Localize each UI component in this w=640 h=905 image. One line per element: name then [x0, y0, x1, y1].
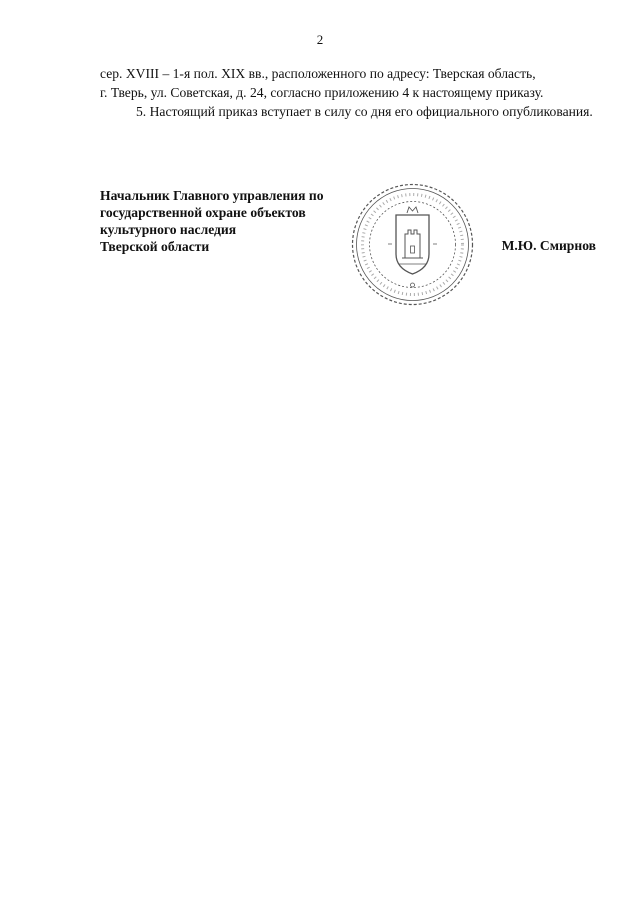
paragraph-1: [100, 64, 596, 102]
signer-name: М.Ю. Смирнов: [501, 238, 596, 253]
position-line-4: Тверской области: [100, 239, 210, 254]
official-seal-icon: [350, 182, 475, 307]
position-line-1: Начальник Главного управления по: [100, 188, 324, 203]
page-number: 2: [316, 32, 324, 47]
position-line-2: государственной охране объектов: [100, 205, 306, 220]
position-line-3: культурного наследия: [100, 222, 237, 237]
paragraph-5: 5. Настоящий приказ вступает в силу со дня его официального опубликования.: [136, 104, 593, 119]
paragraph-1-line-1: сер. XVIII – 1-я пол. XIX вв., расположенного по адресу: Тверская область,: [100, 66, 536, 81]
paragraph-1-line-2: г. Тверь, ул. Советская, д. 24, согласно приложению 4 к настоящему приказу.: [100, 85, 544, 100]
signatory-position: [100, 187, 350, 255]
document-body: [100, 64, 596, 121]
seal-graphic: [350, 182, 475, 307]
